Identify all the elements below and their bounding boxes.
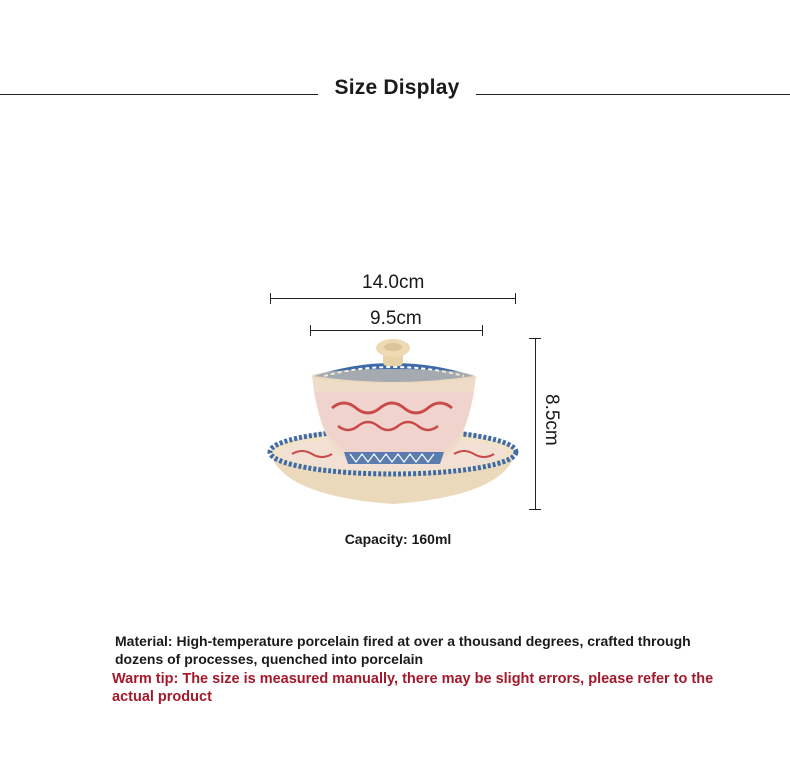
saucer-width-label: 14.0cm [362, 272, 425, 293]
capacity-label: Capacity: 160ml [344, 531, 452, 547]
saucer-width-line [270, 298, 516, 299]
saucer-width-tick-right [515, 293, 516, 304]
cup-width-tick-right [482, 325, 483, 336]
title-rule-left [0, 94, 318, 95]
height-label: 8.5cm [541, 394, 562, 446]
saucer-width-tick-left [270, 293, 271, 304]
page-title: Size Display [334, 76, 460, 99]
cup-width-line [310, 330, 482, 331]
height-line [535, 338, 536, 510]
material-note: Material: High-temperature porcelain fired at over a thousand degrees, crafted through dozens of processes, quenched into porcelain [115, 633, 691, 667]
gaiwan-teacup-icon [262, 336, 524, 512]
cup-width-tick-left [310, 325, 311, 336]
warm-tip-note: Warm tip: The size is measured manually, there may be slight errors, please refer to the actual product [112, 671, 714, 705]
title-rule-right [476, 94, 790, 95]
height-tick-bottom [529, 509, 541, 510]
height-tick-top [529, 338, 541, 339]
cup-width-label: 9.5cm [370, 308, 422, 329]
